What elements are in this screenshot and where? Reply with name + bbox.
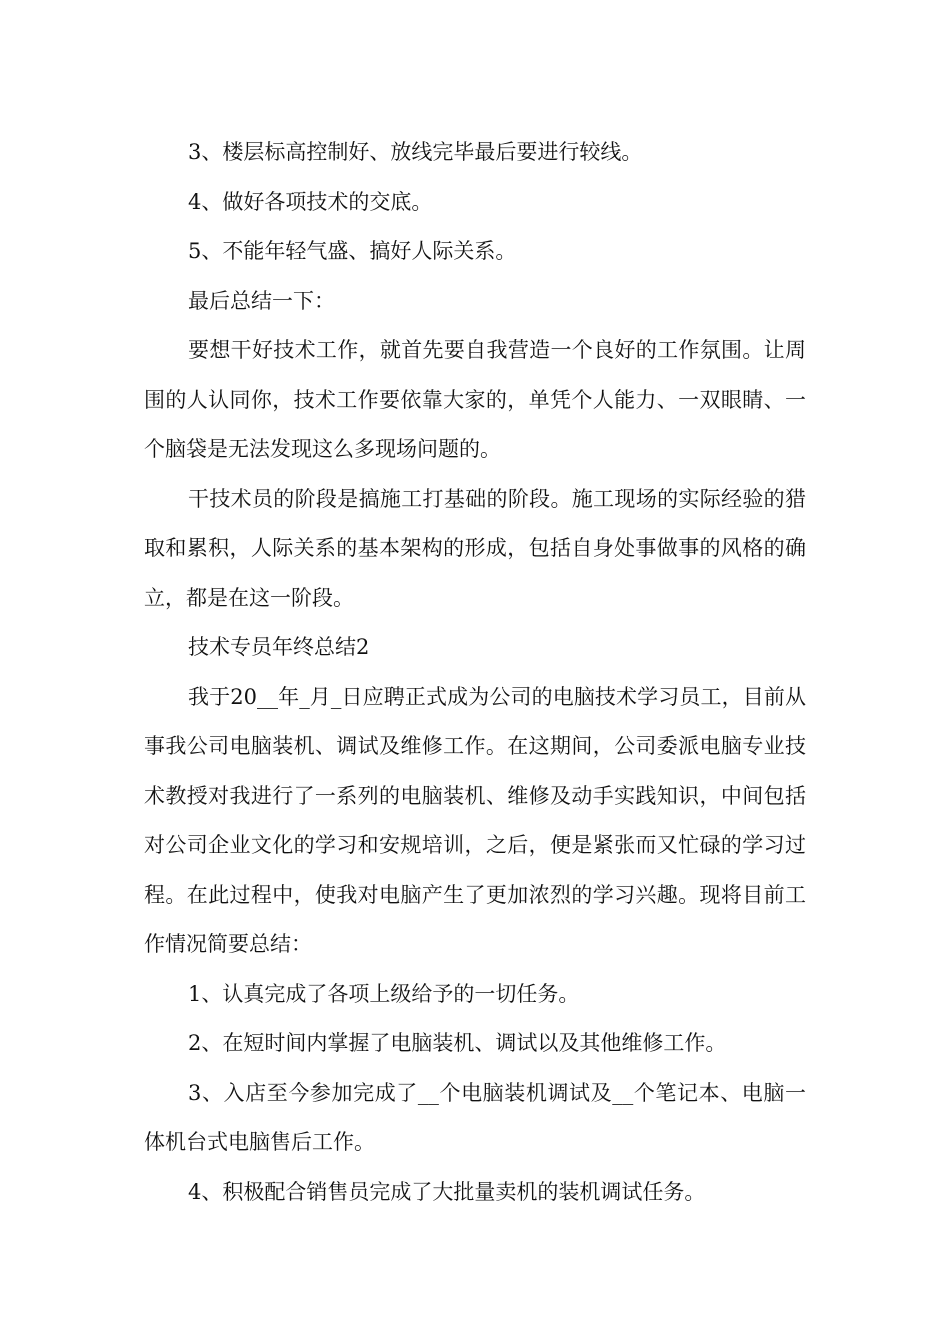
document-page <box>144 128 806 1217</box>
list-item-2: 2、在短时间内掌握了电脑装机、调试以及其他维修工作。 <box>188 1031 727 1055</box>
paragraph-work-atmosphere: 要想干好技术工作，就首先要自我营造一个良好的工作氛围。让周围的人认同你，技术工作要依靠大家的，单凭个人能力、一双眼睛、一个脑袋是无法发现这么多现场问题的。 <box>144 338 806 461</box>
paragraph-introduction: 我于20__年_月_日应聘正式成为公司的电脑技术学习员工，目前从事我公司电脑装机、调试及维修工作。在这期间，公司委派电脑专业技术教授对我进行了一系列的电脑装机、维修及动手实践知识，中间包括对公司企业文化的学习和安规培训，之后，便是紧张而又忙碌的学习过程。在此过程中，使我对电脑产生了更加浓烈的学习兴趣。现将目前工作情况简要总结： <box>144 684 806 956</box>
paragraph-summary-heading: 最后总结一下： <box>188 288 335 313</box>
list-item-1: 1、认真完成了各项上级给予的一切任务。 <box>188 981 580 1006</box>
section-title: 技术专员年终总结2 <box>188 635 370 659</box>
paragraph-item-4: 4、做好各项技术的交底。 <box>188 189 433 214</box>
list-item-4: 4、积极配合销售员完成了大批量卖机的装机调试任务。 <box>188 1179 706 1204</box>
list-item-3: 3、入店至今参加完成了__个电脑装机调试及__个笔记本、电脑一体机台式电脑售后工作。 <box>144 1080 806 1154</box>
paragraph-item-3: 3、楼层标高控制好、放线完毕最后要进行较线。 <box>188 140 643 164</box>
paragraph-item-5: 5、不能年轻气盛、搞好人际关系。 <box>188 239 517 263</box>
paragraph-technician-stage: 干技术员的阶段是搞施工打基础的阶段。施工现场的实际经验的猎取和累积，人际关系的基本架构的形成，包括自身处事做事的风格的确立，都是在这一阶段。 <box>144 486 806 610</box>
